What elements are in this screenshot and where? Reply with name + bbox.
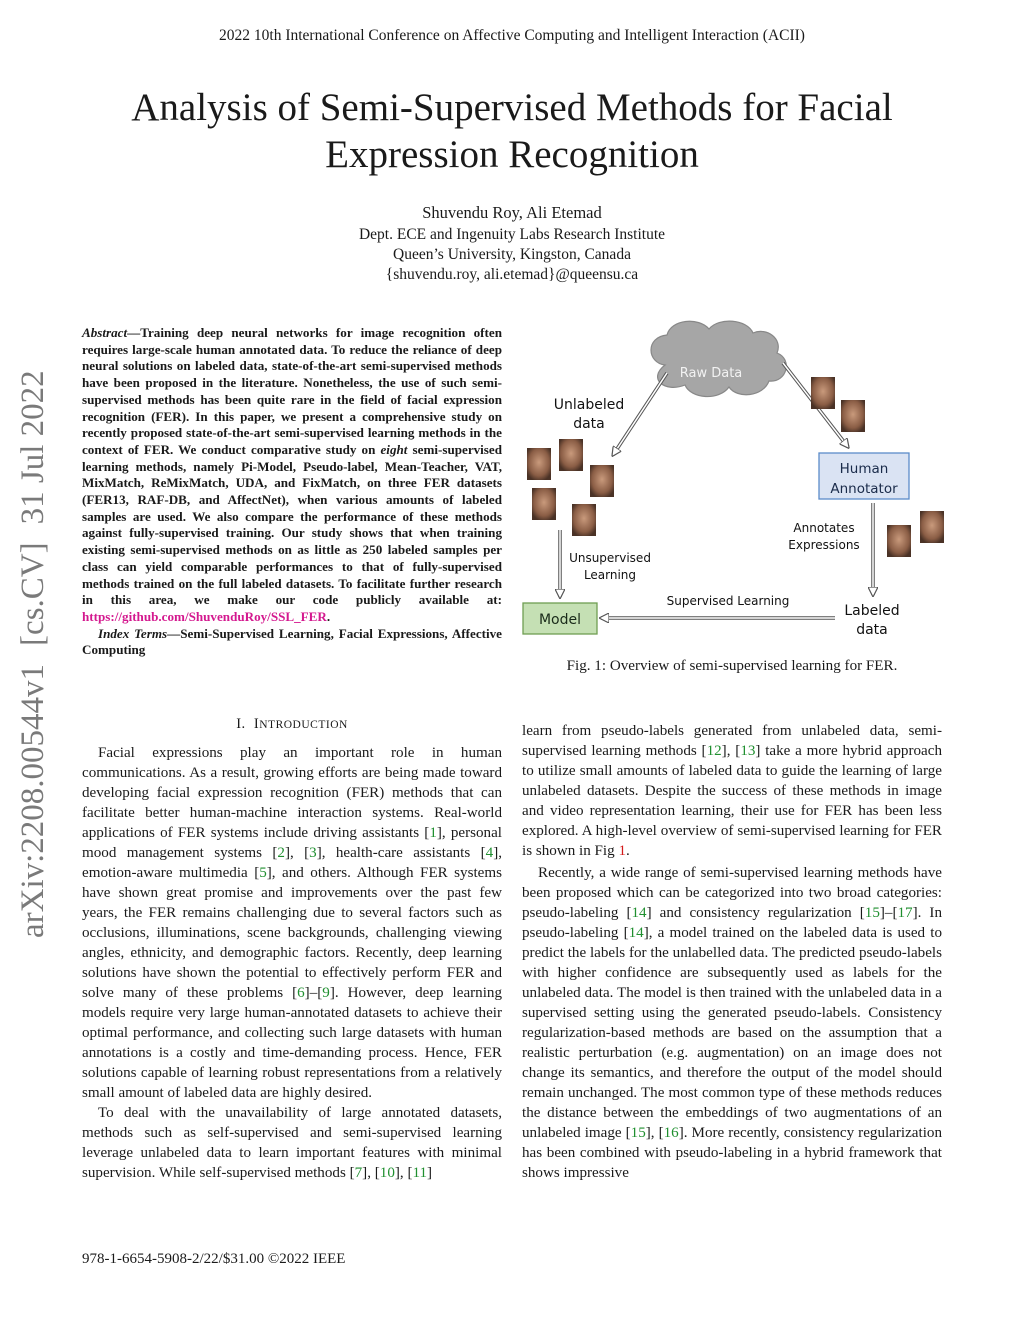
citation-link[interactable]: 16 <box>663 1125 679 1141</box>
index-terms-label: Index Terms <box>98 625 168 641</box>
citation-link[interactable]: 17 <box>897 905 913 921</box>
paper-title <box>60 84 964 178</box>
author-email: {shuvendu.roy, ali.etemad}@queensu.ca <box>385 266 639 283</box>
annotates-label-2: Expressions <box>788 538 860 552</box>
arxiv-id: arXiv:2208.00544v1 <box>15 663 51 938</box>
face-thumbnail <box>887 525 911 557</box>
section-numeral: I. <box>236 716 246 732</box>
author-names: Shuvendu Roy, Ali Etemad <box>422 203 602 222</box>
citation-link[interactable]: 5 <box>259 865 267 881</box>
citation-link[interactable]: 1 <box>429 825 437 841</box>
section-title-rest: NTRODUCTION <box>259 719 348 731</box>
citation-link[interactable]: 7 <box>354 1165 363 1181</box>
unsupervised-label-1: Unsupervised <box>569 551 651 565</box>
arxiv-date: 31 Jul 2022 <box>15 370 51 525</box>
abstract-emphasis: eight <box>380 441 408 457</box>
abstract-period: . <box>326 608 331 624</box>
left-column-body <box>82 743 502 1183</box>
figure-ssl-overview <box>515 315 955 655</box>
face-thumbnail <box>811 377 835 409</box>
code-link[interactable]: https://github.com/ShuvenduRoy/SSL_FER <box>82 608 327 624</box>
unlabeled-label-2: data <box>573 416 605 432</box>
abstract-text: —Training deep neural networks for image recognition often requires large-scale human annotated data. To reduce the reliance of deep neural solutions on labeled data, state-of-the-art semi-supervised methods have been proposed in the literature. Nonetheless, the use of such semi-supervised methods has been quite rare in the field of facial expression recognition (FER). In this paper, we present a comprehensive study on recently proposed state-of-the-art semi-supervised learning methods in the context of FER. We conduct comparative study on <box>82 325 502 457</box>
paragraph: To deal with the unavailability of large annotated datasets, methods such as self-supervised and semi-supervised learning leverage unlabeled data to learn important features with minimal supervision. While self-supervised methods [7], [10], [11] <box>82 1105 502 1181</box>
abstract-text-cont: semi-supervised learning methods, namely Pi-Model, Pseudo-label, Mean-Teacher, VAT, MixMatch, ReMixMatch, UDA, and FixMatch, on three FER datasets (FER13, RAF-DB, and AffectNet), when various amounts of labeled samples are used. We also compare the performance of these methods against fully-supervised training. Our study shows that when training existing semi-supervised methods on as little as 250 labeled samples per class can yield comparable performances to that of fully-supervised methods trained on the full labeled datasets. To facilitate further research in this area, we make our code publicly available at: <box>82 441 503 608</box>
citation-link[interactable]: 15 <box>630 1125 646 1141</box>
citation-link[interactable]: 13 <box>740 743 756 759</box>
citation-link[interactable]: 14 <box>628 925 644 941</box>
paper-title-line1: Analysis of Semi-Supervised Methods for Facial <box>131 86 893 129</box>
citation-link[interactable]: 2 <box>277 845 285 861</box>
raw-data-label: Raw Data <box>679 366 743 381</box>
human-annotator-label-2: Annotator <box>830 481 898 497</box>
paper-title-line2: Expression Recognition <box>325 133 699 176</box>
model-label: Model <box>538 612 582 628</box>
affiliation-university: Queen’s University, Kingston, Canada <box>393 246 631 263</box>
figure-ref-link[interactable]: 1 <box>618 843 626 859</box>
citation-link[interactable]: 4 <box>485 845 494 861</box>
abstract-label: Abstract <box>82 325 128 340</box>
face-thumbnail <box>572 504 596 536</box>
citation-link[interactable]: 9 <box>322 985 330 1001</box>
unsupervised-label-2: Learning <box>583 568 637 582</box>
figure-caption: Fig. 1: Overview of semi-supervised learning for FER. <box>566 658 898 674</box>
citation-link[interactable]: 11 <box>412 1165 428 1181</box>
affiliation-dept: Dept. ECE and Ingenuity Labs Research Institute <box>358 226 666 243</box>
right-column-body <box>522 721 942 1183</box>
citation-link[interactable]: 12 <box>706 743 722 759</box>
section-heading-introduction <box>82 716 502 733</box>
copyright-footer: 978-1-6654-5908-2/22/$31.00 ©2022 IEEE <box>82 1251 346 1267</box>
face-thumbnail <box>841 400 865 432</box>
arxiv-category: [cs.CV] <box>15 542 51 646</box>
arrow-to-unlabeled-inner <box>613 373 667 455</box>
face-thumbnail <box>559 439 583 471</box>
section-title-first: I <box>253 716 260 732</box>
face-thumbnail <box>527 448 551 480</box>
citation-link[interactable]: 14 <box>631 905 647 921</box>
annotates-label-1: Annotates <box>793 521 855 535</box>
labeled-data-label-2: data <box>856 622 888 638</box>
citation-link[interactable]: 6 <box>297 985 305 1001</box>
face-thumbnail <box>532 488 556 520</box>
paragraph: Facial expressions play an important role in human communications. As a result, growing efforts are being made toward developing facial expression recognition (FER) methods that can facilitate better human-machine interaction systems. Real-world applications of FER systems include driving assistants [1], personal mood management systems [2], [3], health-care assistants [4], emotion-aware multimedia [5], and others. Although FER systems have shown great promise and improvements over the past few years, the FER remains challenging due to several factors such as occlusions, illuminations, scene backgrounds, challenging viewing angles, ethnicity, and demographic factors. Recently, deep learning solutions have shown the potential to effectively perform FER and solve many of these problems [6]–[9]. However, deep learning models require very large human-annotated datasets to achieve their optimal performance, and collecting such large datasets with human annotations is a costly and time-demanding process. Hence, FER solutions capable of learning robust representations from a relatively small amount of labeled data are highly desired. <box>82 745 502 1101</box>
paragraph: learn from pseudo-labels generated from unlabeled data, semi-supervised learning methods [12], [13] take a more hybrid approach to utilize small amounts of labeled data to guide the learning of large unlabeled datasets. Despite the success of these methods in image and video representation learning, their use for FER has been less explored. A high-level overview of semi-supervised learning for FER is shown in Fig 1. <box>522 723 942 859</box>
face-thumbnail <box>920 511 944 543</box>
raw-data-cloud <box>651 321 786 396</box>
citation-link[interactable]: 15 <box>864 905 880 921</box>
index-terms: —Semi-Supervised Learning, Facial Expressions, Affective Computing <box>82 625 502 658</box>
supervised-learning-label: Supervised Learning <box>666 594 790 608</box>
labeled-data-label-1: Labeled <box>844 603 900 619</box>
paragraph: Recently, a wide range of semi-supervised learning methods have been proposed which can be categorized into two broad categories: pseudo-labeling [14] and consistency regularization [15]–[17]. In pseudo-labeling [14], a model trained on the labeled data is used to predict the labels for the unlabelled data. The predicted pseudo-labels with higher confidence are subsequently used as labels for the unlabeled data. The model is then trained with the unlabeled data in a supervised setting using the generated pseudo-labels. Consistency regularization-based methods are based on the assumption that a realistic perturbation (e.g. augmentation) on an image does not change its semantics, and therefore the output of the model should remain unchanged. The most common type of these methods reduces the distance between the embeddings of two augmentations of an unlabeled image [15], [16]. More recently, consistency regularization has been combined with pseudo-labeling in a hybrid framework that shows impressive <box>522 865 943 1181</box>
arxiv-stamp <box>12 366 54 938</box>
citation-link[interactable]: 3 <box>309 845 317 861</box>
face-thumbnail <box>590 465 614 497</box>
conference-header: 2022 10th International Conference on Affective Computing and Intelligent Interaction (ACII) <box>219 27 805 44</box>
citation-link[interactable]: 10 <box>379 1165 395 1181</box>
unlabeled-label-1: Unlabeled <box>553 397 625 413</box>
human-annotator-label-1: Human <box>839 461 889 477</box>
abstract <box>82 325 502 659</box>
